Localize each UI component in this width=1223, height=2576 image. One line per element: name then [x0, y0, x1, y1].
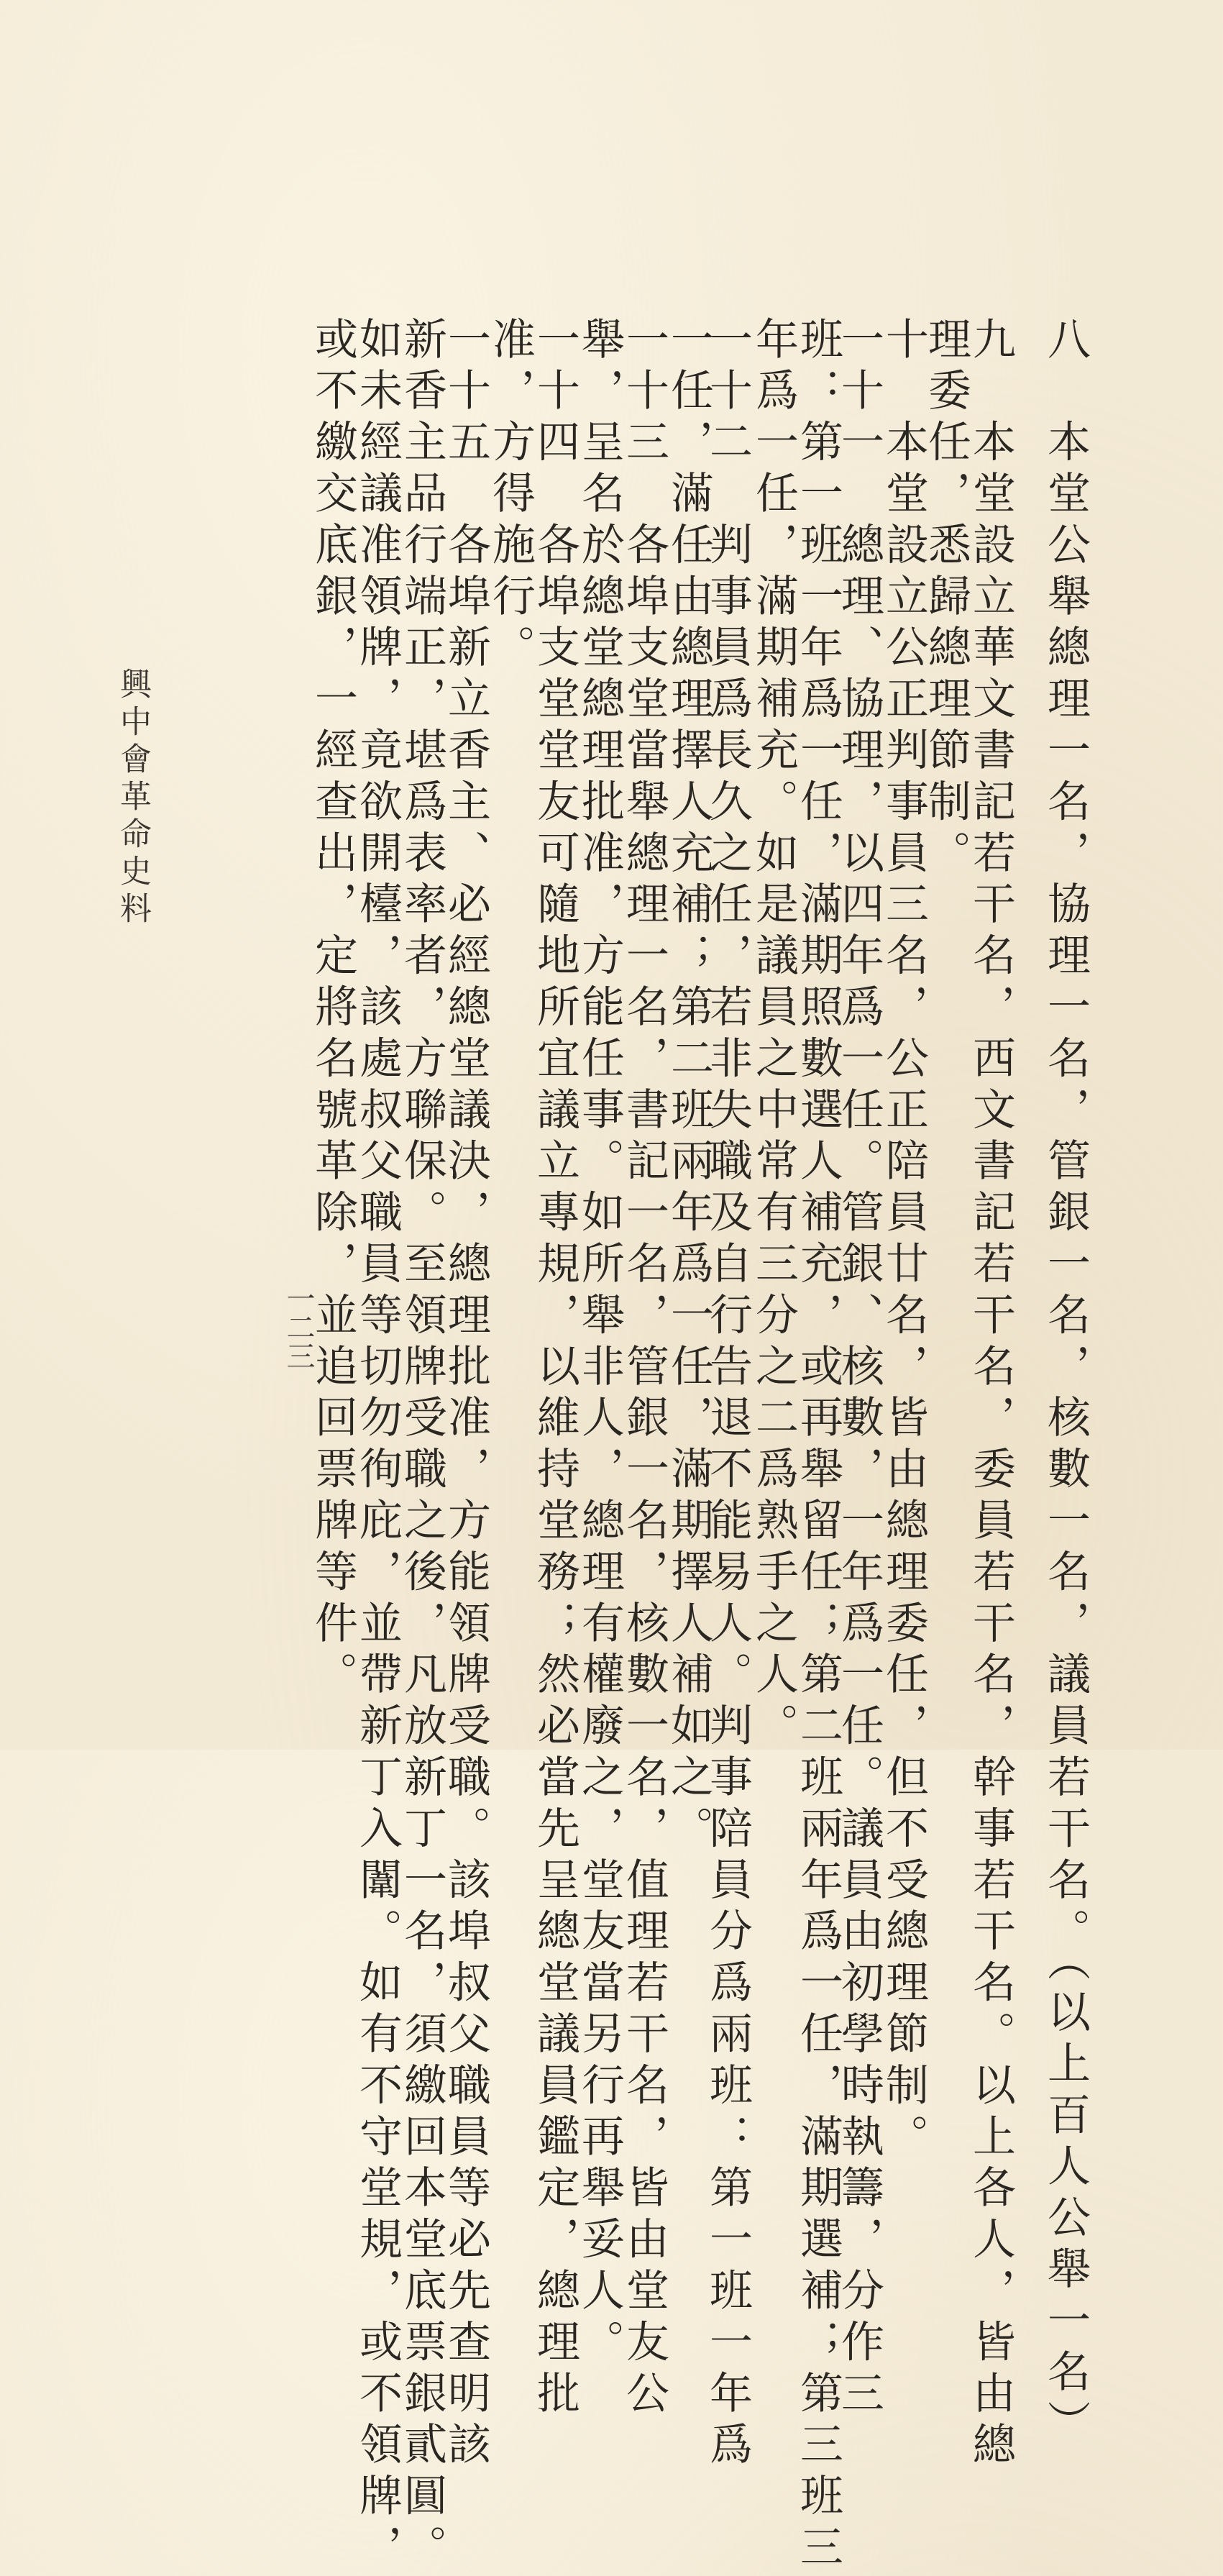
text-column-16: 如未經議准領牌，竟欲開檯，該處叔父職員等切勿徇庇，並帶新丁入闈。如有不守堂規，或不領牌， [352, 316, 403, 2576]
page-number: 一二三 [282, 1284, 315, 1370]
text-column-11: 舉，呈名於總堂總理批准，方能任事。如所舉非人，總理有權廢之，堂友當另行再舉妥人。 [574, 316, 625, 2370]
text-column-15: 新香主品行端正，堪爲表率者，方聯保。至領牌受職之後，凡放新丁一名，須繳回本堂底票銀貳圓。 [397, 316, 447, 2576]
running-title: 興中會革命史料 [114, 667, 151, 929]
text-column-2: 九 本堂設立華文書記若干名，西文書記若干名，委員若干名，幹事若干名。以上各人，皆由總 [966, 316, 1016, 2473]
text-column-17: 或不繳交底銀，一經查出，定將名號革除，並追回票牌等件。 [308, 316, 358, 1703]
text-column-7: 年爲一任，滿期補充。如是議員之中常有三分之二爲熟手之人。 [748, 316, 799, 1755]
text-column-9: 一任，滿任由總理擇人充補；第二班兩年爲一任，滿期擇人補如之。 [664, 316, 714, 1857]
text-column-1: 八 本堂公舉總理一名，協理一名，管銀一名，核數一名，議員若干名。（以上百人公舉一名） [1040, 316, 1091, 2452]
text-column-13: 准，方得施行。 [485, 316, 536, 676]
text-column-10: 一十三 各埠支堂當舉總理一名，書記一名，管銀一名，核數一名，值理若干名，皆由堂友公 [619, 316, 669, 2422]
text-column-12: 一十四 各埠支堂堂友可隨地所宜議立專規，以維持堂務；然必當先呈總堂議員鑑定，總理批 [530, 316, 580, 2422]
text-column-3: 理委任，悉歸總理節制。 [921, 316, 971, 882]
text-column-6: 班：第一班一年爲一任，滿期照數選人補充，或再舉留任；第二班兩年爲一任，滿期選補；第三班三 [793, 316, 843, 2576]
text-column-8: 一十二 判事員爲長久之任，若非失職及自行告退不能易人。判事陪員分爲兩班：第一班一年爲 [702, 316, 753, 2473]
text-column-5: 一十一 總理、協理，以四年爲一任。管銀、核數，一年爲一任。議員由初學時執籌，分作三 [834, 316, 884, 2422]
text-column-4: 十 本堂設立公正判事員三名，公正陪員廿名，皆由總理委任，但不受總理節制。 [879, 316, 929, 2165]
text-column-14: 一十五 各埠新立香主、必經總堂議決，總理批准，方能領牌受職。該埠叔父職員等必先查明該 [441, 316, 491, 2473]
